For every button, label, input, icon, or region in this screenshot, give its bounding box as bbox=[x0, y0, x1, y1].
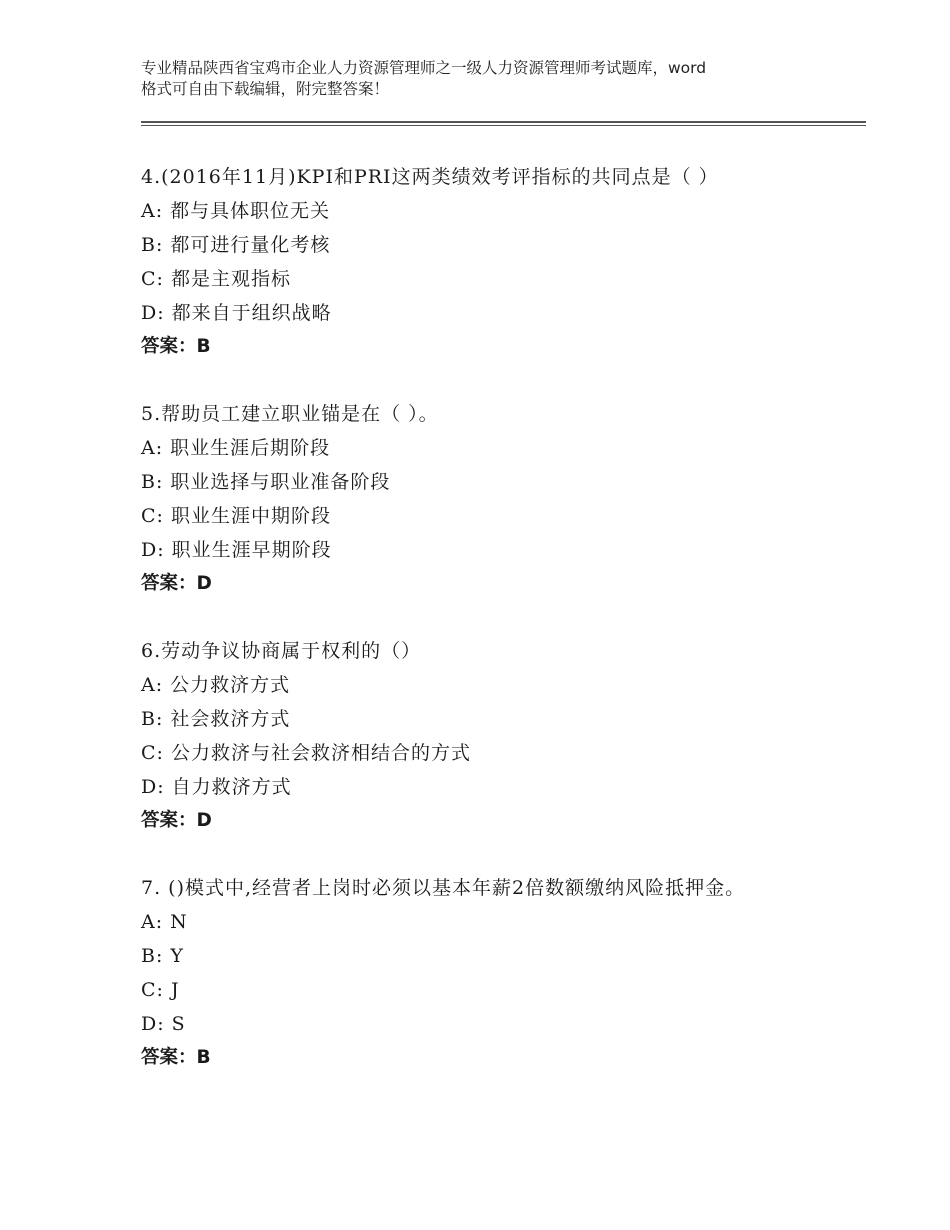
option-c: C: 公力救济与社会救济相结合的方式 bbox=[141, 742, 471, 764]
question-stem: 7. ()模式中,经营者上岗时必须以基本年薪2倍数额缴纳风险抵押金。 bbox=[141, 877, 746, 899]
option-b: B: 社会救济方式 bbox=[141, 708, 291, 730]
option-d: D: 都来自于组织战略 bbox=[141, 302, 332, 324]
option-d: D: S bbox=[141, 1013, 186, 1035]
header-divider-thick bbox=[141, 121, 866, 123]
question-stem: 4.(2016年11月)KPI和PRI这两类绩效考评指标的共同点是（ ） bbox=[141, 166, 719, 188]
answer-label: 答案：B bbox=[141, 336, 211, 357]
header-line-1: 专业精品陕西省宝鸡市企业人力资源管理师之一级人力资源管理师考试题库，word bbox=[141, 59, 707, 77]
question-stem: 5.帮助员工建立职业锚是在（ ）。 bbox=[141, 403, 439, 425]
option-b: B: 职业选择与职业准备阶段 bbox=[141, 471, 391, 493]
header-line-2: 格式可自由下载编辑，附完整答案！ bbox=[141, 80, 390, 98]
document-header bbox=[141, 58, 831, 100]
question-5 bbox=[141, 397, 831, 601]
question-4 bbox=[141, 160, 831, 364]
option-a: A: 职业生涯后期阶段 bbox=[141, 437, 331, 459]
question-7 bbox=[141, 871, 831, 1075]
answer-label: 答案：D bbox=[141, 573, 212, 594]
question-6 bbox=[141, 634, 831, 838]
option-c: C: J bbox=[141, 979, 180, 1001]
answer-label: 答案：B bbox=[141, 1047, 211, 1068]
question-stem: 6.劳动争议协商属于权利的（） bbox=[141, 640, 422, 662]
answer-label: 答案：D bbox=[141, 810, 212, 831]
question-list bbox=[141, 160, 831, 1108]
option-b: B: Y bbox=[141, 945, 184, 967]
option-d: D: 自力救济方式 bbox=[141, 776, 292, 798]
option-c: C: 都是主观指标 bbox=[141, 268, 291, 290]
option-a: A: 都与具体职位无关 bbox=[141, 200, 331, 222]
option-d: D: 职业生涯早期阶段 bbox=[141, 539, 332, 561]
option-c: C: 职业生涯中期阶段 bbox=[141, 505, 331, 527]
option-a: A: 公力救济方式 bbox=[141, 674, 291, 696]
option-b: B: 都可进行量化考核 bbox=[141, 234, 331, 256]
option-a: A: N bbox=[141, 911, 188, 933]
header-divider-thin bbox=[141, 125, 866, 126]
